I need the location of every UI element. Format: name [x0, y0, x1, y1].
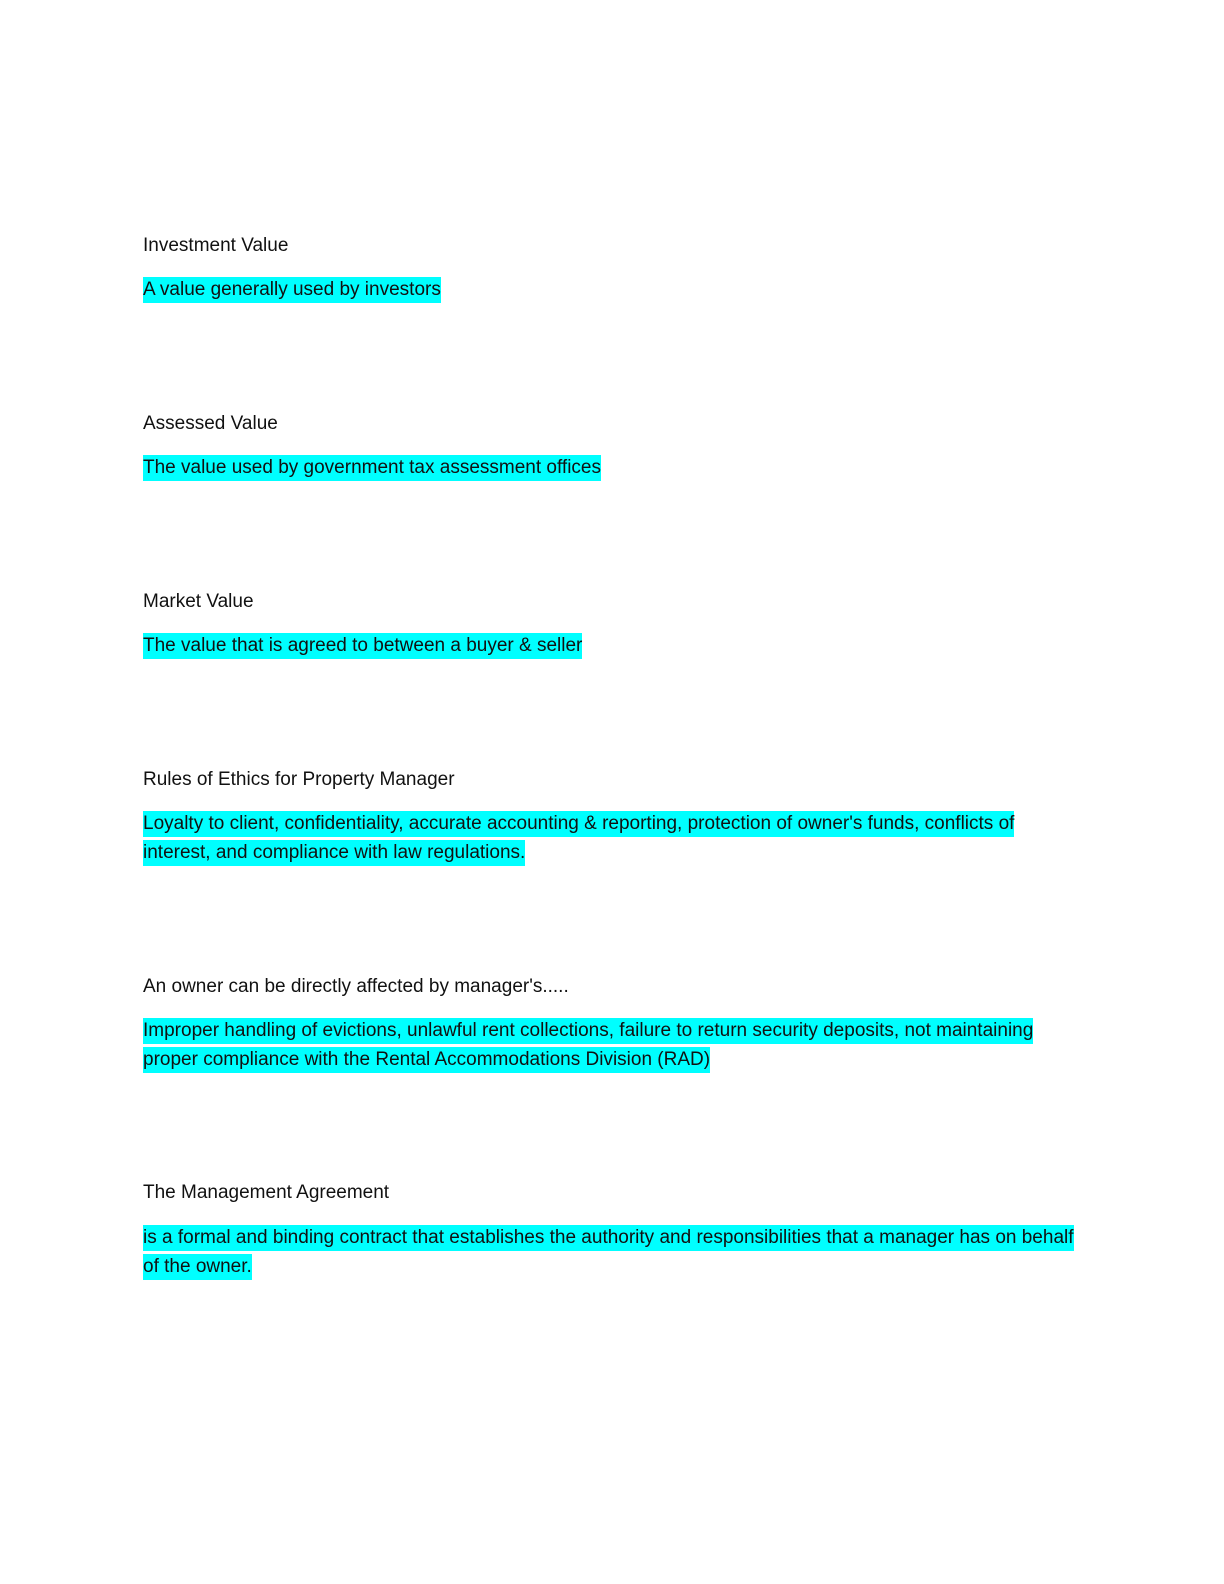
definition-text: [143, 1224, 1083, 1281]
highlighted-definition: A value generally used by investors: [143, 277, 441, 303]
highlighted-definition: The value used by government tax assessment offices: [143, 455, 601, 481]
entry-assessed-value: [143, 412, 1083, 478]
definition-text: [143, 810, 1083, 867]
entry-rules-of-ethics: [143, 768, 1083, 863]
term-heading: Market Value: [143, 591, 254, 612]
entry-market-value: [143, 590, 1083, 656]
entry-management-agreement: [143, 1181, 1083, 1277]
term-heading: The Management Agreement: [143, 1182, 390, 1203]
term-heading: Investment Value: [143, 235, 289, 256]
highlighted-definition: Improper handling of evictions, unlawful rent collections, failure to return security deposits, not maintaining proper compliance with the Rental Accommodations Division (RAD): [143, 1018, 1033, 1073]
term-heading: Assessed Value: [143, 413, 278, 434]
definition-text: [143, 1017, 1083, 1074]
definition-text: [143, 632, 1083, 661]
highlighted-definition: Loyalty to client, confidentiality, accurate accounting & reporting, protection of owner's funds, conflicts of interest, and compliance with law regulations.: [143, 811, 1014, 866]
entry-owner-affected: [143, 975, 1083, 1070]
highlighted-definition: is a formal and binding contract that establishes the authority and responsibilities that a manager has on behalf of the owner.: [143, 1225, 1074, 1280]
term-heading: Rules of Ethics for Property Manager: [143, 769, 455, 790]
definition-text: [143, 454, 1083, 483]
definition-text: [143, 276, 1083, 305]
highlighted-definition: The value that is agreed to between a buyer & seller: [143, 633, 582, 659]
entry-investment-value: [143, 234, 1083, 300]
term-heading: An owner can be directly affected by manager's.....: [143, 976, 569, 997]
